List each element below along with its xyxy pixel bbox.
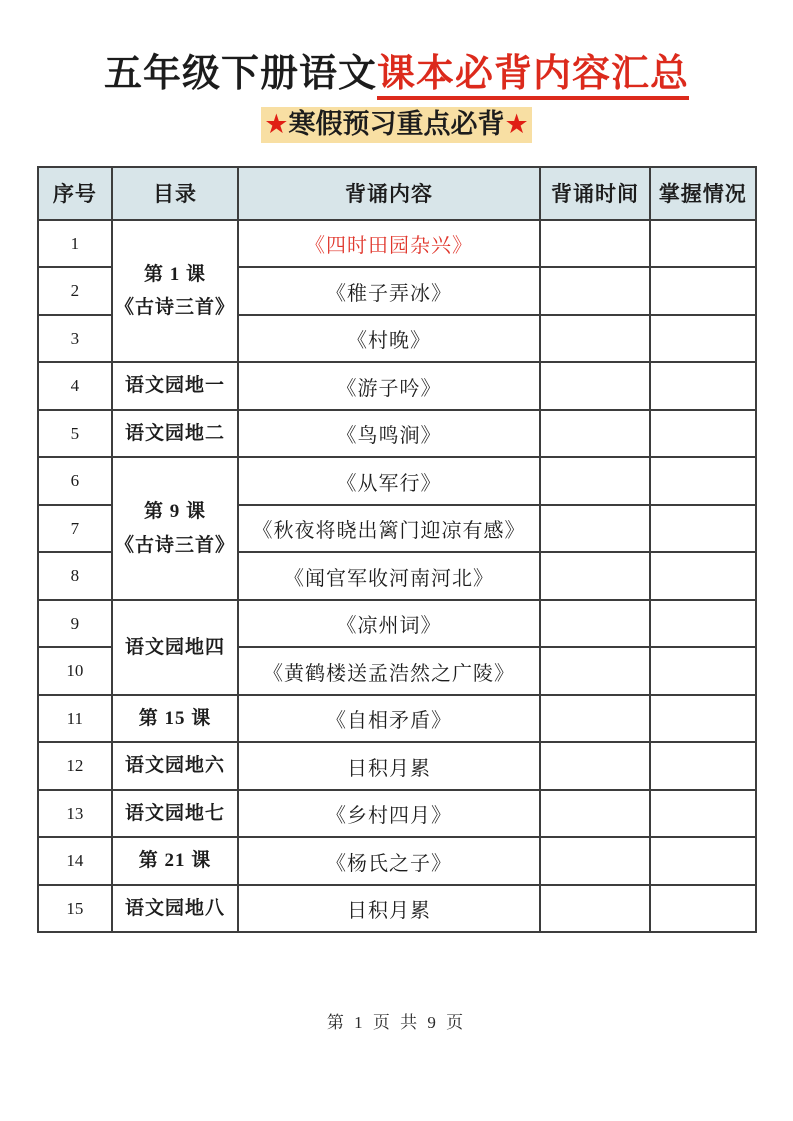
mastery-cell [650, 885, 756, 933]
title-black-part: 五年级下册语文 [103, 53, 377, 95]
table-row [38, 742, 756, 790]
mastery-cell [650, 600, 756, 648]
recite-time-cell [540, 647, 650, 695]
recite-time-cell [540, 695, 650, 743]
content-cell: 《四时田园杂兴》 [238, 220, 540, 268]
table-row [38, 600, 756, 648]
content-cell: 日积月累 [238, 885, 540, 933]
mastery-cell [650, 457, 756, 505]
row-number-cell: 11 [38, 695, 113, 743]
recite-time-cell [540, 220, 650, 268]
row-number-cell: 2 [38, 267, 113, 315]
mastery-cell [650, 790, 756, 838]
subtitle-row [0, 107, 793, 143]
catalog-cell [112, 695, 238, 743]
catalog-line: 语文园地六 [124, 755, 225, 777]
content-cell: 日积月累 [238, 742, 540, 790]
catalog-line: 语文园地二 [124, 422, 225, 444]
catalog-cell [112, 600, 238, 695]
catalog-cell [112, 362, 238, 410]
catalog-line: 第 9 课 [143, 501, 206, 523]
table-row [38, 457, 756, 505]
row-number-cell: 15 [38, 885, 113, 933]
row-number-cell: 7 [38, 505, 113, 553]
col-header-catalog: 目录 [112, 167, 238, 220]
recite-time-cell [540, 600, 650, 648]
content-cell: 《乡村四月》 [238, 790, 540, 838]
mastery-cell [650, 647, 756, 695]
mastery-cell [650, 742, 756, 790]
content-cell: 《鸟鸣涧》 [238, 410, 540, 458]
row-number-cell: 12 [38, 742, 113, 790]
mastery-cell [650, 220, 756, 268]
row-number-cell: 4 [38, 362, 113, 410]
table-row [38, 885, 756, 933]
catalog-line: 第 15 课 [138, 707, 212, 729]
star-icon-left: ★ [264, 109, 289, 139]
catalog-line: 《古诗三首》 [114, 297, 235, 318]
row-number-cell: 10 [38, 647, 113, 695]
recite-time-cell [540, 742, 650, 790]
catalog-cell [112, 742, 238, 790]
row-number-cell: 3 [38, 315, 113, 363]
catalog-line: 第 21 课 [138, 850, 212, 872]
recite-time-cell [540, 505, 650, 553]
mastery-cell [650, 267, 756, 315]
col-header-number: 序号 [38, 167, 113, 220]
content-cell: 《凉州词》 [238, 600, 540, 648]
catalog-cell [112, 885, 238, 933]
catalog-cell [112, 457, 238, 600]
mastery-cell [650, 410, 756, 458]
row-number-cell: 14 [38, 837, 113, 885]
content-cell: 《闻官军收河南河北》 [238, 552, 540, 600]
table-row [38, 837, 756, 885]
row-number-cell: 9 [38, 600, 113, 648]
mastery-cell [650, 837, 756, 885]
mastery-cell [650, 552, 756, 600]
recite-time-cell [540, 315, 650, 363]
recite-time-cell [540, 837, 650, 885]
recite-time-cell [540, 885, 650, 933]
content-cell: 《村晚》 [238, 315, 540, 363]
row-number-cell: 1 [38, 220, 113, 268]
recite-time-cell [540, 362, 650, 410]
page-number: 第 1 页 共 9 页 [326, 1013, 467, 1033]
recite-time-cell [540, 410, 650, 458]
mastery-cell [650, 505, 756, 553]
subtitle-text: 寒假预习重点必背 [288, 109, 505, 139]
row-number-cell: 8 [38, 552, 113, 600]
content-cell: 《黄鹤楼送孟浩然之广陵》 [238, 647, 540, 695]
table-row [38, 410, 756, 458]
table-row [38, 362, 756, 410]
catalog-line: 语文园地四 [124, 636, 225, 658]
table-row [38, 695, 756, 743]
table-header-row [38, 167, 756, 220]
catalog-line: 《古诗三首》 [114, 534, 235, 556]
catalog-line: 语文园地一 [124, 375, 225, 397]
col-header-mastery: 掌握情况 [650, 167, 756, 220]
content-cell: 《自相矛盾》 [238, 695, 540, 743]
table-body [38, 220, 756, 933]
content-cell: 《游子吟》 [238, 362, 540, 410]
recite-time-cell [540, 267, 650, 315]
recite-time-cell [540, 790, 650, 838]
catalog-cell [112, 220, 238, 363]
col-header-recite-time: 背诵时间 [540, 167, 650, 220]
col-header-content: 背诵内容 [238, 167, 540, 220]
star-icon-right: ★ [504, 109, 529, 139]
catalog-line: 语文园地八 [124, 897, 225, 919]
content-cell: 《从军行》 [238, 457, 540, 505]
row-number-cell: 5 [38, 410, 113, 458]
mastery-cell [650, 315, 756, 363]
row-number-cell: 13 [38, 790, 113, 838]
table-header [38, 167, 756, 220]
page-title [0, 42, 793, 97]
recitation-table [37, 166, 757, 934]
catalog-cell [112, 837, 238, 885]
content-cell: 《稚子弄冰》 [238, 267, 540, 315]
table-row [38, 790, 756, 838]
subtitle-banner [261, 107, 531, 143]
content-cell: 《秋夜将晓出篱门迎凉有感》 [238, 505, 540, 553]
recite-time-cell [540, 552, 650, 600]
mastery-cell [650, 695, 756, 743]
catalog-cell [112, 790, 238, 838]
content-cell: 《杨氏之子》 [238, 837, 540, 885]
row-number-cell: 6 [38, 457, 113, 505]
title-red-part: 课本必背内容汇总 [377, 53, 689, 100]
catalog-line: 语文园地七 [124, 802, 225, 824]
catalog-cell [112, 410, 238, 458]
recite-time-cell [540, 457, 650, 505]
mastery-cell [650, 362, 756, 410]
catalog-line: 第 1 课 [143, 263, 206, 285]
table-row [38, 220, 756, 268]
